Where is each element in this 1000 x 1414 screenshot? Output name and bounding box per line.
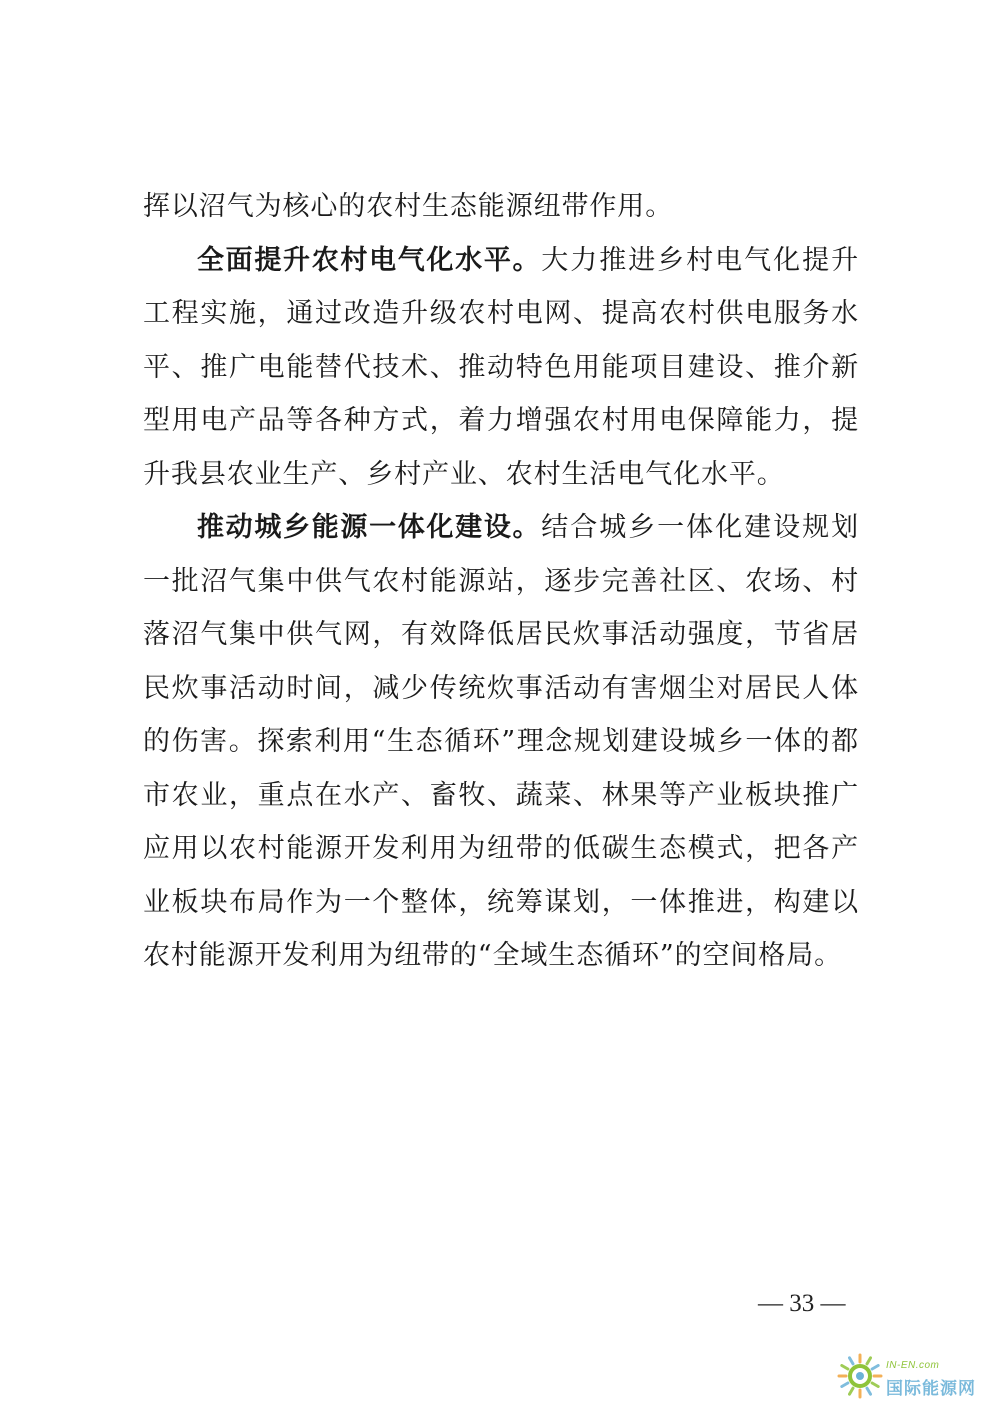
watermark-logo (836, 1348, 986, 1404)
document-body (143, 180, 859, 983)
paragraph-text: 结合城乡一体化建设规划一批沼气集中供气农村能源站，逐步完善社区、农场、村落沼气集中供气网，有效降低居民炊事活动强度，节省居民炊事活动时间，减少传统炊事活动有害烟尘对居民人体的伤害。探索利用“生态循环”理念规划建设城乡一体的都市农业，重点在水产、畜牧、蔬菜、林果等产业板块推广应用以农村能源开发利用为纽带的低碳生态模式，把各产业板块布局作为一个整体，统筹谋划，一体推进，构建以农村能源开发利用为纽带的“全域生态循环”的空间格局。 (143, 512, 859, 971)
paragraph-text: 挥以沼气为核心的农村生态能源纽带作用。 (143, 191, 674, 222)
watermark-name: 国际能源网 (886, 1379, 976, 1399)
page-number: — 33 — (758, 1290, 846, 1317)
paragraph-text: 大力推进乡村电气化提升工程实施，通过改造升级农村电网、提高农村供电服务水平、推广电能替代技术、推动特色用能项目建设、推介新型用电产品等各种方式，着力增强农村用电保障能力，提升我县农业生产、乡村产业、农村生活电气化水平。 (143, 244, 859, 490)
sun-ray (842, 1383, 848, 1387)
sun-ray (872, 1383, 878, 1387)
watermark-domain: IN-EN.com (886, 1360, 940, 1371)
sun-ray (842, 1366, 848, 1370)
paragraph-urban-rural-integration (143, 501, 859, 983)
sun-logo-icon (836, 1352, 884, 1400)
paragraph-electrification (143, 234, 859, 502)
sun-ray (850, 1388, 854, 1394)
sun-ray (867, 1358, 871, 1364)
paragraph-lead: 全面提升农村电气化水平。 (197, 244, 542, 276)
paragraph-lead: 推动城乡能源一体化建设。 (197, 512, 542, 543)
paragraph-continuation (143, 180, 859, 234)
sun-ray (867, 1388, 871, 1394)
sun-ray (850, 1358, 854, 1364)
sun-ray (872, 1366, 878, 1370)
